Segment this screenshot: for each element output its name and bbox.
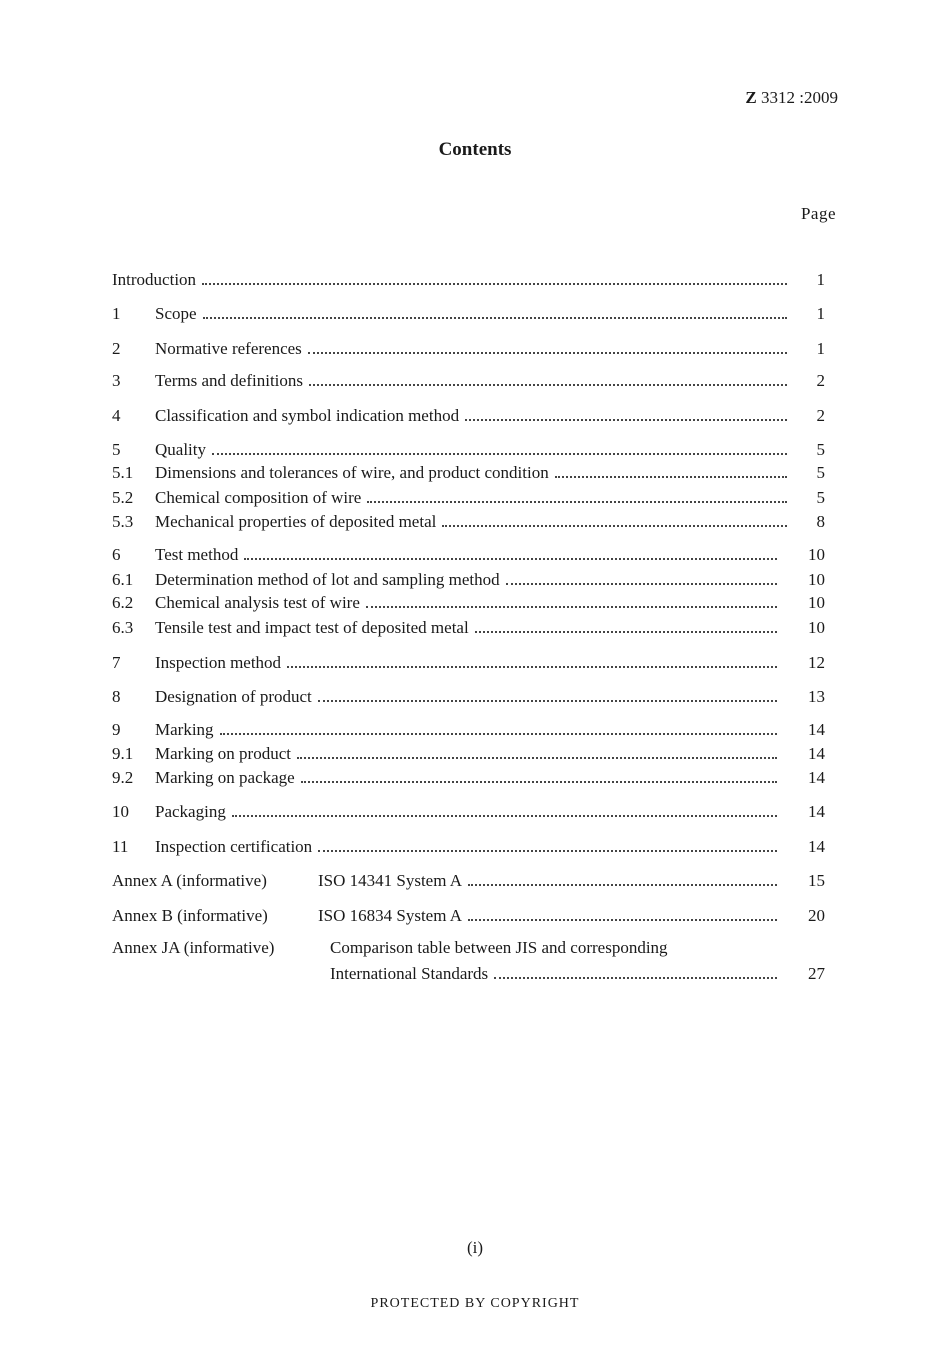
- toc-page-number: 14: [808, 744, 825, 763]
- toc-line: [155, 685, 777, 709]
- toc-title: Inspection certification: [155, 837, 313, 856]
- dot-leader: [297, 757, 777, 759]
- toc-title: Marking on package: [155, 768, 295, 787]
- toc-line: [155, 461, 787, 485]
- toc-entry[interactable]: [0, 742, 950, 766]
- toc-number: 8: [112, 687, 121, 706]
- toc-page-number: 13: [808, 687, 825, 706]
- toc-entry-introduction[interactable]: [0, 268, 950, 292]
- dot-leader: [318, 700, 777, 702]
- toc-page-number: 27: [808, 964, 825, 983]
- toc-number: 6.1: [112, 570, 134, 589]
- dot-leader: [468, 884, 777, 886]
- toc-line: [155, 438, 787, 462]
- toc-number: 6: [112, 545, 121, 564]
- toc-title: Packaging: [155, 802, 226, 821]
- toc-entry[interactable]: [0, 302, 950, 326]
- toc-title: Marking on product: [155, 744, 291, 763]
- toc-entry[interactable]: [0, 718, 950, 742]
- toc-title: Mechanical properties of deposited metal: [155, 512, 437, 531]
- toc-entry[interactable]: [0, 543, 950, 567]
- toc-title: Tensile test and impact test of deposited metal: [155, 618, 469, 637]
- toc-line: [155, 800, 777, 824]
- toc-entry[interactable]: [0, 800, 950, 824]
- page-number: (i): [466, 1238, 484, 1257]
- toc-line: [112, 268, 787, 292]
- toc-page-number: 1: [816, 339, 825, 358]
- toc-entry[interactable]: [0, 438, 950, 462]
- toc-page-number: 10: [808, 545, 825, 564]
- toc-line: [155, 302, 787, 326]
- dot-leader: [366, 606, 777, 608]
- dot-leader: [220, 733, 777, 735]
- toc-line: [155, 543, 777, 567]
- toc-page-number: 1: [816, 304, 825, 323]
- dot-leader: [442, 525, 787, 527]
- toc-title: Terms and definitions: [155, 371, 304, 390]
- toc-line: [330, 962, 777, 986]
- dot-leader: [309, 384, 787, 386]
- toc-number: 10: [112, 802, 129, 821]
- toc-title: Classification and symbol indication method: [155, 406, 460, 425]
- toc-page-number: 15: [808, 871, 825, 890]
- toc-line: [155, 486, 787, 510]
- toc-title: ISO 16834 System A: [318, 906, 463, 925]
- toc-page-number: 14: [808, 837, 825, 856]
- toc-page-number: 20: [808, 906, 825, 925]
- toc-line: [155, 835, 777, 859]
- toc-entry[interactable]: [0, 568, 950, 592]
- toc-line: [155, 510, 787, 534]
- toc-page-number: 10: [808, 570, 825, 589]
- toc-page-number: 12: [808, 653, 825, 672]
- toc-number: 9.2: [112, 768, 134, 787]
- copyright-notice: PROTECTED BY COPYRIGHT: [370, 1296, 580, 1311]
- toc-number: 11: [112, 837, 129, 856]
- toc-annex-ja[interactable]: [0, 936, 950, 960]
- toc-page-number: 8: [816, 512, 825, 531]
- toc-entry[interactable]: [0, 685, 950, 709]
- toc-line: [155, 651, 777, 675]
- toc-title: Scope: [155, 304, 197, 323]
- annex-label: Annex JA (informative): [112, 938, 275, 957]
- dot-leader: [301, 781, 777, 783]
- annex-ja-title-line1: Comparison table between JIS and corresponding: [330, 938, 668, 957]
- toc-title: Marking: [155, 720, 214, 739]
- toc-page-number: 14: [808, 720, 825, 739]
- toc-page-number: 10: [808, 618, 825, 637]
- toc-title: Test method: [155, 545, 239, 564]
- toc-entry[interactable]: [0, 404, 950, 428]
- dot-leader: [555, 476, 787, 478]
- toc-number: 4: [112, 406, 121, 425]
- dot-leader: [212, 453, 787, 455]
- toc-line: [318, 869, 777, 893]
- standard-number: Z 3312 :2009: [745, 88, 838, 107]
- toc-title: ISO 14341 System A: [318, 871, 463, 890]
- toc-title: Determination method of lot and sampling method: [155, 570, 500, 589]
- toc-entry[interactable]: [0, 461, 950, 485]
- toc-line: [318, 904, 777, 928]
- dot-leader: [287, 666, 777, 668]
- toc-number: 6.2: [112, 593, 134, 612]
- toc-page-number: 2: [816, 406, 825, 425]
- toc-page-number: 5: [816, 463, 825, 482]
- toc-title: Introduction: [112, 270, 197, 289]
- toc-line: [155, 568, 777, 592]
- toc-page-number: 10: [808, 593, 825, 612]
- toc-number: 5: [112, 440, 121, 459]
- toc-title: Inspection method: [155, 653, 282, 672]
- toc-number: 1: [112, 304, 121, 323]
- toc-number: 5.3: [112, 512, 134, 531]
- toc-line: [155, 766, 777, 790]
- toc-annex-a[interactable]: [0, 869, 950, 893]
- toc-number: 5.1: [112, 463, 134, 482]
- dot-leader: [202, 283, 787, 285]
- toc-number: 9.1: [112, 744, 134, 763]
- toc-line: [155, 337, 787, 361]
- dot-leader: [244, 558, 777, 560]
- toc-line: [155, 591, 777, 615]
- toc-line: [155, 742, 777, 766]
- toc-line: [155, 404, 787, 428]
- toc-number: 2: [112, 339, 121, 358]
- toc-line: [155, 369, 787, 393]
- toc-entry[interactable]: [0, 337, 950, 361]
- toc-page-number: 14: [808, 768, 825, 787]
- dot-leader: [203, 317, 787, 319]
- toc-entry[interactable]: [0, 651, 950, 675]
- toc-entry[interactable]: [0, 486, 950, 510]
- toc-page-number: 2: [816, 371, 825, 390]
- dot-leader: [468, 919, 777, 921]
- annex-label: Annex B (informative): [112, 906, 268, 925]
- toc-entry[interactable]: [0, 510, 950, 534]
- toc-number: 7: [112, 653, 121, 672]
- toc-page-number: 14: [808, 802, 825, 821]
- dot-leader: [318, 850, 777, 852]
- dot-leader: [367, 501, 787, 503]
- toc-entry[interactable]: [0, 835, 950, 859]
- toc-annex-b[interactable]: [0, 904, 950, 928]
- toc-page-number: 5: [816, 440, 825, 459]
- toc-title: Chemical analysis test of wire: [155, 593, 360, 612]
- toc-title: International Standards: [330, 964, 489, 983]
- toc-title: Chemical composition of wire: [155, 488, 362, 507]
- page-title: Contents: [438, 139, 512, 160]
- page-column-label: Page: [800, 204, 836, 223]
- toc-entry[interactable]: [0, 591, 950, 615]
- dot-leader: [232, 815, 777, 817]
- toc-page-number: 1: [816, 270, 825, 289]
- annex-label: Annex A (informative): [112, 871, 267, 890]
- toc-entry[interactable]: [0, 766, 950, 790]
- toc-number: 3: [112, 371, 121, 390]
- toc-page-number: 5: [816, 488, 825, 507]
- dot-leader: [494, 977, 777, 979]
- toc-title: Dimensions and tolerances of wire, and product condition: [155, 463, 549, 482]
- toc-entry[interactable]: [0, 616, 950, 640]
- toc-entry[interactable]: [0, 369, 950, 393]
- dot-leader: [506, 583, 777, 585]
- dot-leader: [465, 419, 787, 421]
- toc-title: Designation of product: [155, 687, 312, 706]
- dot-leader: [475, 631, 777, 633]
- toc-title: Normative references: [155, 339, 302, 358]
- toc-title: Quality: [155, 440, 206, 459]
- toc-number: 6.3: [112, 618, 134, 637]
- toc-line: [155, 718, 777, 742]
- toc-number: 5.2: [112, 488, 134, 507]
- toc-annex-ja-cont[interactable]: [0, 962, 950, 986]
- toc-number: 9: [112, 720, 121, 739]
- toc-line: [155, 616, 777, 640]
- dot-leader: [308, 352, 787, 354]
